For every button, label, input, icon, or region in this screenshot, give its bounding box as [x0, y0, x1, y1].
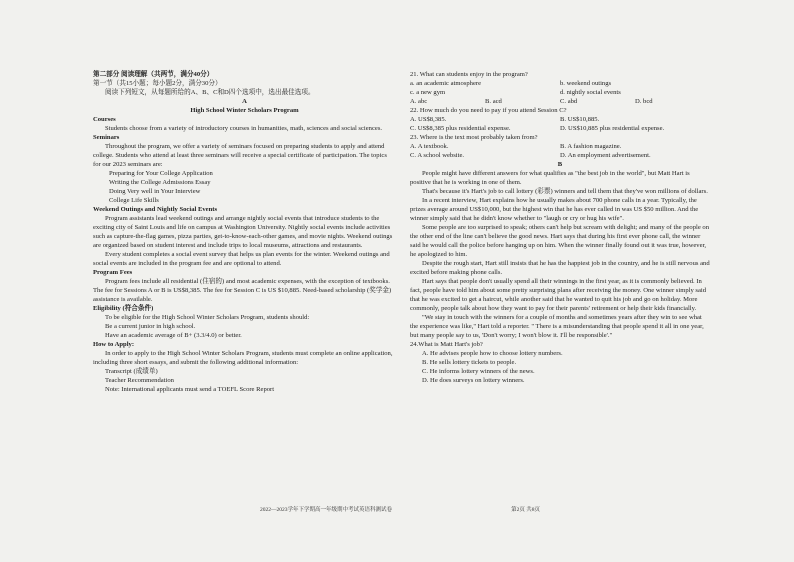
passage-a-line: Doing Very well in Your Interview	[109, 188, 201, 195]
passage-a-line: Program Fees	[93, 269, 133, 276]
paragraph: In a recent interview, Hart explains how he usually makes about 700 phone calls in a year. Typically, the prizes average around US$10,000, but the highest win that he has ever called in was US $50 million. And the winner simply said that he didn't know whether to "laugh or cry or hug his wife".	[410, 197, 699, 222]
paragraph: That's because it's Hart's job to call lottery (彩票) winners and tell them that they've won millions of dollars.	[422, 188, 708, 195]
passage-a-line: Courses	[93, 116, 116, 123]
choice-d: d. nightly social events	[560, 89, 621, 96]
passage-a-line: Writing the College Admissions Essay	[109, 179, 211, 186]
passage-a-line: To be eligible for the High School Winter Scholars Program, students should:	[105, 314, 310, 321]
option-a: A. He advises people how to choose lottery numbers.	[422, 350, 563, 357]
paragraph: Despite the rough start, Hart still insists that he has the happiest job in the country, and he is still nervous and excited before making phone calls.	[410, 260, 710, 276]
passage-a-line: Be a current junior in high school.	[105, 323, 196, 330]
option-a: A. US$8,385.	[410, 116, 447, 123]
page-number: 第2页 共8页	[511, 507, 540, 513]
option-d: D. An employment advertisement.	[560, 152, 651, 159]
question-stem: 24.What is Matt Hart's job?	[410, 341, 483, 348]
passage-a-line: High School Winter Scholars Program	[190, 107, 299, 114]
question-21	[410, 70, 710, 106]
option-b: B. acd	[485, 98, 502, 105]
question-stem: 21. What can students enjoy in the program?	[410, 71, 528, 78]
right-column	[410, 70, 710, 385]
passage-a-line: Program assistants lead weekend outings and arrange nightly social events that introduce students to the exciting city of Saint Louis and life on campus at Washington University. Nightly social events include activities such as capture-the-flag games, pizza parties, get-to-know-each-other games, and movie nights. Weekend outings are organized based on student interest and include trips to local museums, attractions and restaurants.	[93, 215, 393, 249]
question-stem: 23. Where is the text most probably taken from?	[410, 134, 538, 141]
passage-a-line: 第二部分 阅读理解（共两节，满分40分）	[93, 71, 214, 78]
passage-a-line: Preparing for Your College Application	[109, 170, 213, 177]
left-column	[93, 70, 396, 394]
question-22	[410, 106, 710, 133]
option-c: C. He informs lottery winners of the news.	[422, 368, 535, 375]
paragraph: People might have different answers for what qualifies as "the best job in the world", but Matt Hart is positive that he is working in one of them.	[410, 170, 690, 186]
passage-a-line: Every student completes a social event survey that helps us plan events for the winter. Weekend outings and social events are included in the program fee and are optional to attend.	[93, 251, 390, 267]
passage-a-line: Program fees include all residential (住宿的) and most academic expenses, with the exception of textbooks. The fee for Sessions A or B is US$8,385. The fee for Session C is US $10,885. Need-based scholarship (奖学金) assistance is available.	[93, 278, 392, 303]
page-footer	[260, 505, 540, 513]
paragraph: Hart says that people don't usually spend all their winnings in the first year, as it is commonly believed. In fact, people have told him about some pretty surprising plans after receiving the money. One winner simply said that he was excited to get a haircut, while another said that he wanted to quit his job and go on holiday. More commonly, people talk about how they want to pay for their parents' retirement or help their kids financially.	[410, 278, 707, 312]
passage-a-line: Note: International applicants must send a TOEFL Score Report	[105, 386, 275, 393]
option-d: D. US$10,885 plus residential expense.	[560, 125, 665, 132]
passage-a-line: Students choose from a variety of introductory courses in humanities, math, sciences and social sciences.	[105, 125, 383, 132]
passage-a-line: Seminars	[93, 134, 120, 141]
passage-a-line: Teacher Recommendation	[105, 377, 174, 384]
question-stem: 22. How much do you need to pay if you attend Session C?	[410, 107, 567, 114]
passage-a-line: 第一节（共15小题；每小题2分，满分30分）	[93, 80, 222, 87]
option-d: D. bcd	[635, 98, 653, 105]
option-b: B. A fashion magazine.	[560, 143, 622, 150]
option-d: D. He does surveys on lottery winners.	[422, 377, 525, 384]
passage-a-line: Transcript (成绩单)	[105, 368, 158, 375]
passage-a-line: Eligibility (符合条件)	[93, 305, 154, 312]
choice-c: c. a new gym	[410, 89, 446, 96]
passage-a-line: College Life Skills	[109, 197, 159, 204]
passage-a-line: In order to apply to the High School Winter Scholars Program, students must complete an online application, including three short essays, and submit the following additional information:	[93, 350, 393, 366]
passage-a-line: Weekend Outings and Nightly Social Events	[93, 206, 218, 213]
option-c: C. A school website.	[410, 152, 465, 159]
passage-a-line: How to Apply:	[93, 341, 135, 348]
passage-a-line: Throughout the program, we offer a variety of seminars focused on preparing students to apply and attend college. Students who attend at least three seminars will receive a special certificate of participation. The topics for our 2023 seminars are:	[93, 143, 387, 168]
passage-a-line: A	[242, 98, 247, 105]
question-23	[410, 133, 710, 160]
paragraph: Some people are too surprised to speak; others can't help but scream with delight; and many of the people on the other end of the line can't believe the good news. Hart says that during his first ever phone call, the winner said he would call the police before hanging up on him. When the winner finally found out it was true, however, he apologized to him.	[410, 224, 710, 258]
paragraph: "We stay in touch with the winners for a couple of months and sometimes years after they win to see what the experience was like," Hart told a reporter. " There is a misunderstanding that people spend it all in one year, but many people say to us, 'Don't worry; I won't blow it. I'll be responsible'."	[410, 314, 704, 339]
option-a: A. abc	[410, 98, 428, 105]
passage-b-label: B	[557, 161, 563, 168]
exam-title: 2022—2023学年下学期高一年级期中考试英语科测试卷	[260, 507, 393, 513]
option-a: A. A textbook.	[410, 143, 449, 150]
passage-a-line: Have an academic average of B+ (3.3/4.0) or better.	[105, 332, 242, 339]
option-c: C. abd	[560, 98, 578, 105]
option-b: B. US$10,885.	[560, 116, 600, 123]
choice-b: b. weekend outings	[560, 80, 612, 87]
choice-a: a. an academic atmosphere	[410, 80, 482, 87]
option-b: B. He sells lottery tickets to people.	[422, 359, 517, 366]
passage-a-line: 阅读下列短文，从每题所给的A、B、C和D四个选项中，选出最佳选项。	[105, 89, 315, 96]
question-24	[410, 340, 710, 385]
option-c: C. US$8,385 plus residential expense.	[410, 125, 511, 132]
